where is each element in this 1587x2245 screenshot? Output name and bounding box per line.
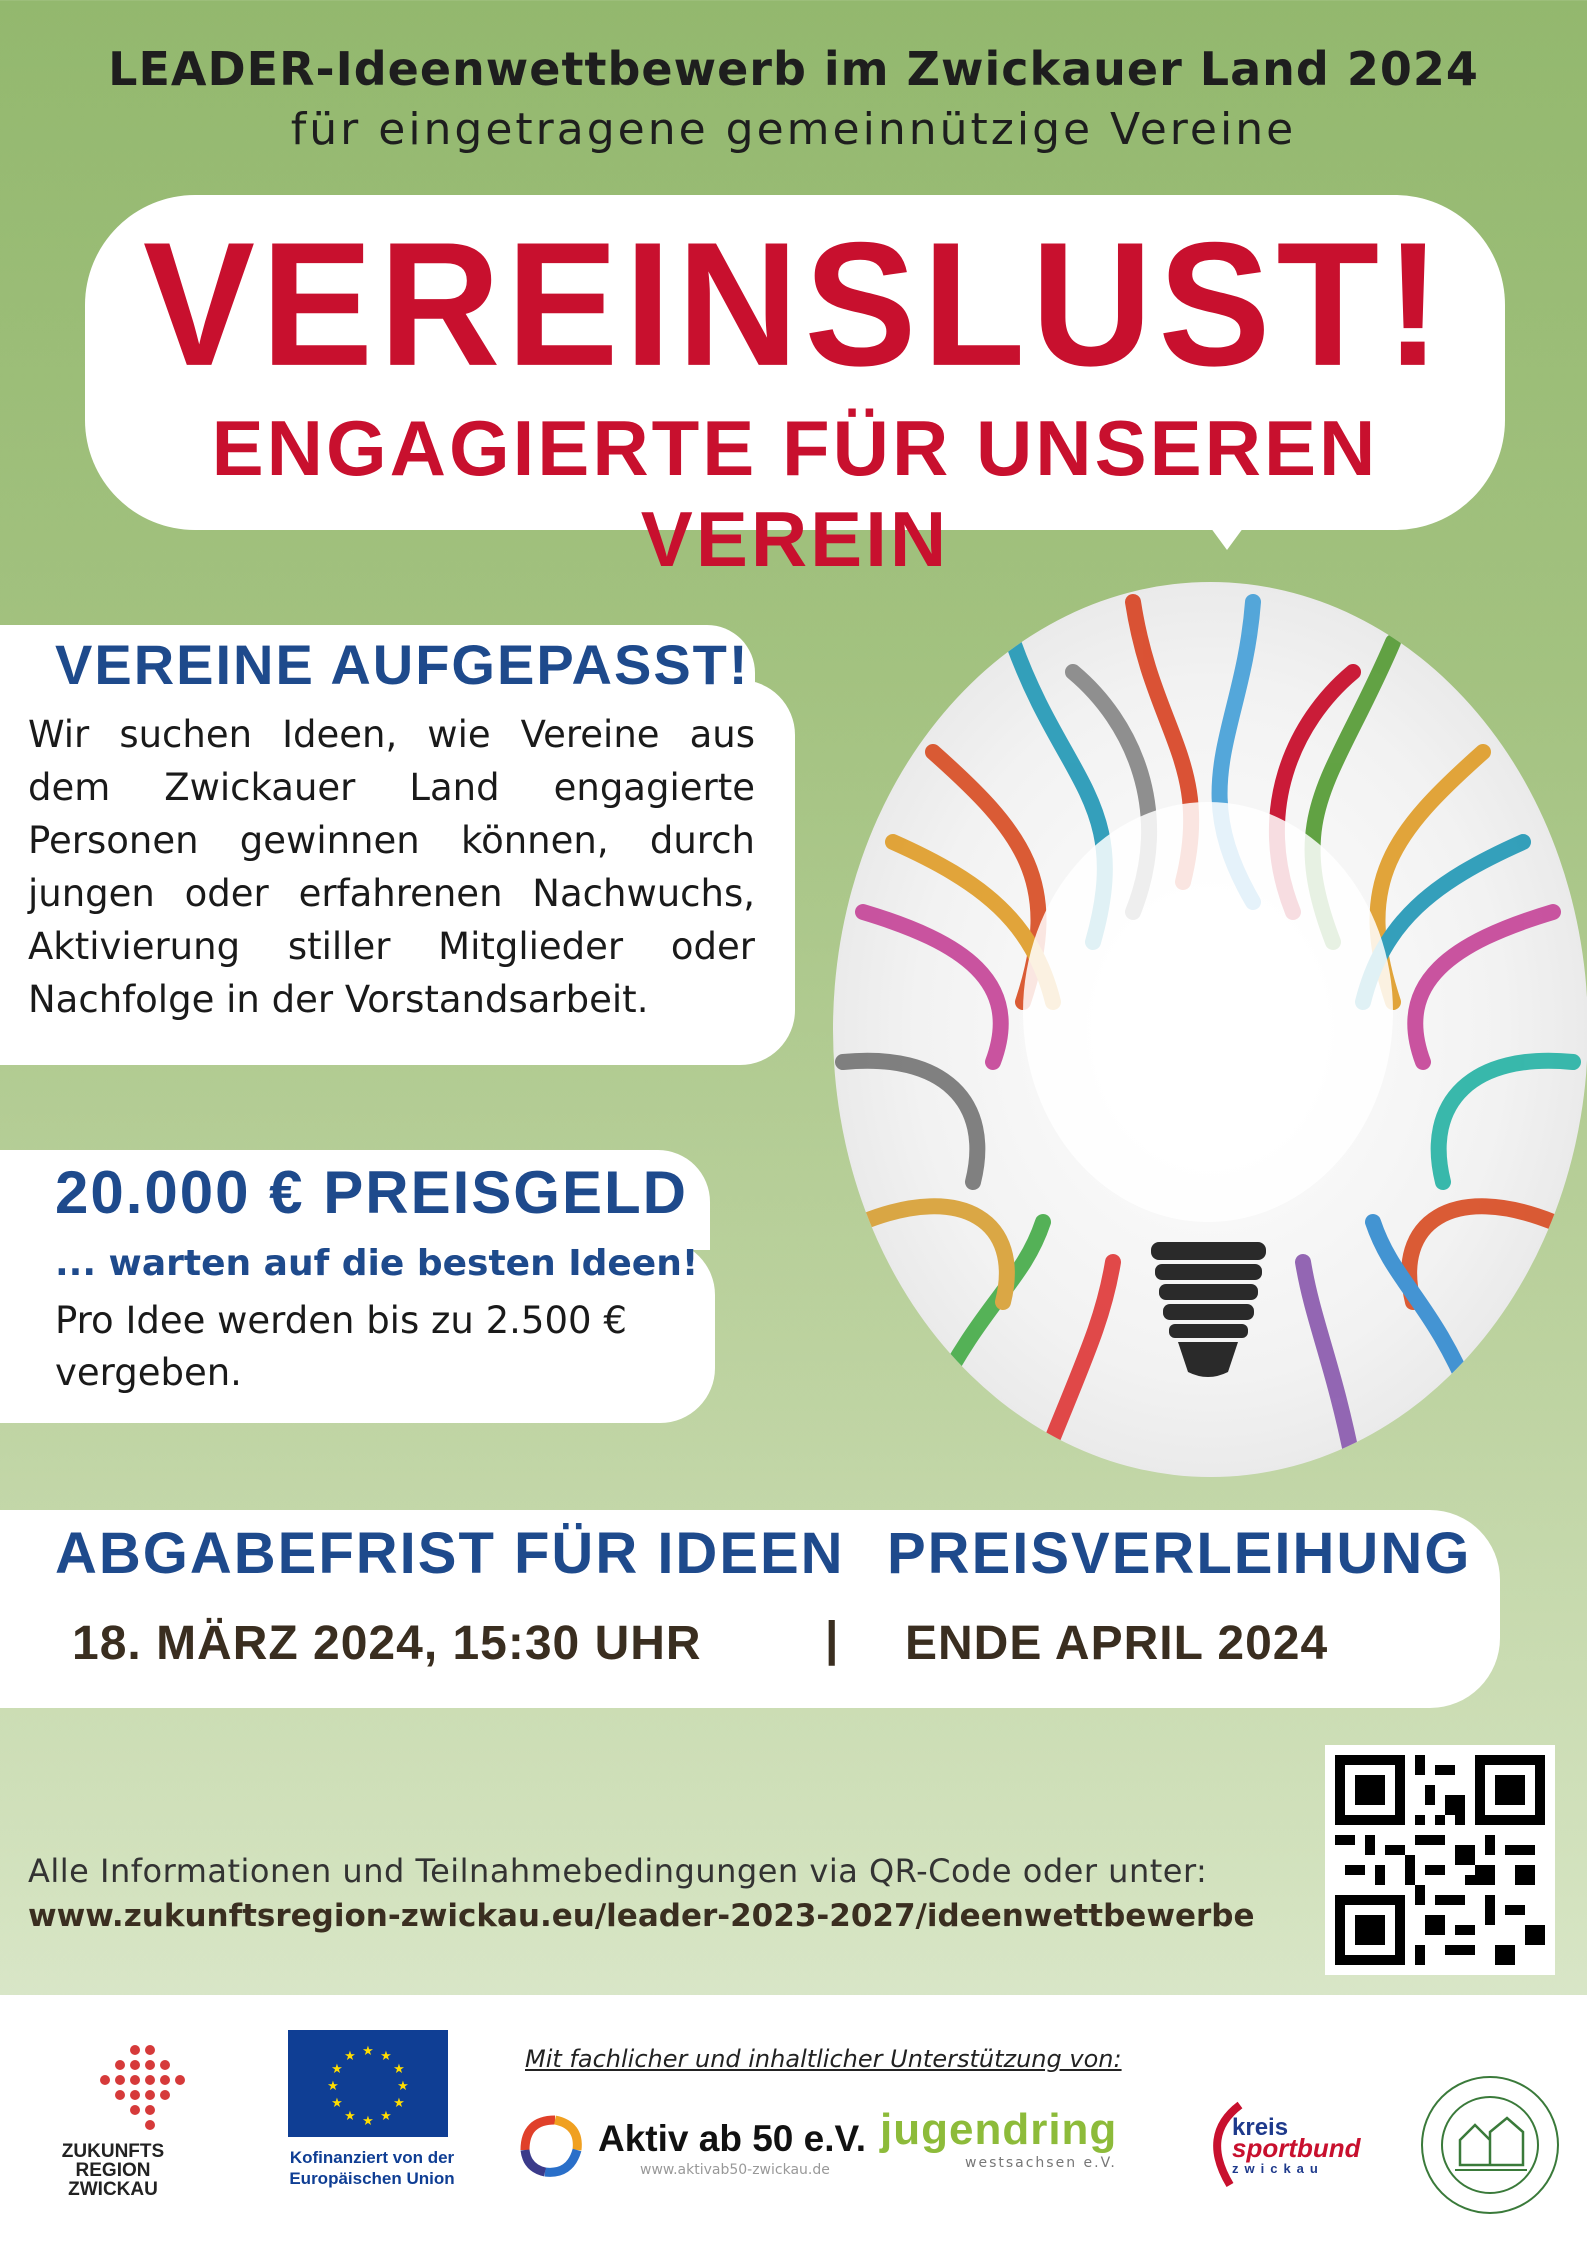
prize-heading: 20.000 € PREISGELD: [55, 1159, 688, 1226]
zrz-logo-text: ZUKUNFTS REGION ZWICKAU: [61, 2141, 165, 2200]
svg-text:kreis: kreis: [1232, 2114, 1289, 2141]
eu-caption-line1: Kofinanziert von der: [289, 2148, 455, 2167]
svg-text:★: ★: [344, 2109, 356, 2124]
eu-caption: [272, 2147, 472, 2189]
main-title: VEREINSLUST!: [142, 205, 1448, 403]
jugendring-logo: jugendring: [880, 2105, 1118, 2154]
svg-text:★: ★: [362, 2114, 374, 2129]
aktiv-arrows-icon: [515, 2110, 590, 2180]
award-value: ENDE APRIL 2024: [905, 1617, 1329, 1670]
svg-text:★: ★: [344, 2049, 356, 2064]
section1-heading: VEREINE AUFGEPASST!: [55, 633, 750, 696]
svg-text:★: ★: [362, 2044, 374, 2059]
qr-code-svg: [1335, 1755, 1545, 1965]
header-subtitle: für eingetragene gemeinnützige Vereine: [290, 104, 1297, 155]
eu-stars: [288, 2030, 448, 2137]
svg-text:★: ★: [393, 2062, 405, 2077]
award-label: PREISVERLEIHUNG: [887, 1521, 1472, 1586]
eu-caption-line2: Europäischen Union: [289, 2169, 455, 2188]
deadline-label: ABGABEFRIST FÜR IDEEN: [55, 1521, 845, 1586]
zrz-dots-icon: [40, 2040, 240, 2140]
aktiv-ab-50-logo-icon: [515, 2110, 590, 2184]
header-title: LEADER-Ideenwettbewerb im Zwickauer Land 2024: [108, 42, 1479, 96]
svg-text:zwickau: zwickau: [1232, 2161, 1324, 2176]
jugendring-sub: westsachsen e.V.: [965, 2155, 1117, 2171]
svg-text:★: ★: [393, 2096, 405, 2111]
support-text: Mit fachlicher und inhaltlicher Unterstützung von:: [525, 2045, 1122, 2073]
main-subtitle: ENGAGIERTE FÜR UNSEREN VEREIN: [211, 404, 1379, 583]
aktiv-ab-50-name: Aktiv ab 50 e.V.: [598, 2118, 867, 2159]
svg-text:sportbund: sportbund: [1232, 2133, 1361, 2163]
info-text: Alle Informationen und Teilnahmebedingungen via QR-Code oder unter:: [28, 1852, 1208, 1890]
svg-text:★: ★: [397, 2079, 409, 2094]
svg-text:★: ★: [380, 2049, 392, 2064]
kuratorium-seal: [1415, 2070, 1565, 2220]
kreissportbund-logo-icon: [1200, 2095, 1400, 2199]
kreissportbund-mark: [1200, 2095, 1400, 2195]
svg-text:★: ★: [380, 2109, 392, 2124]
deadline-value: 18. MÄRZ 2024, 15:30 UHR: [72, 1617, 702, 1670]
lightbulb-rope-svg: [833, 582, 1587, 1477]
info-url-link[interactable]: www.zukunftsregion-zwickau.eu/leader-2023-2027/ideenwettbewerbe: [28, 1898, 1255, 1934]
svg-text:★: ★: [331, 2096, 343, 2111]
svg-text:★: ★: [331, 2062, 343, 2077]
qr-code-icon[interactable]: [1325, 1745, 1555, 1975]
landeskuratorium-seal-icon: [1415, 2070, 1565, 2224]
aktiv-ab-50-url: www.aktivab50-zwickau.de: [640, 2162, 830, 2178]
eu-flag-icon: [288, 2030, 448, 2137]
dates-separator: |: [825, 1613, 840, 1666]
svg-text:★: ★: [327, 2079, 339, 2094]
section1-text: Wir suchen Ideen, wie Vereine aus dem Zwickauer Land engagierte Personen gewinnen können, durch jungen oder erfahrenen Nachwuchs, Aktivierung stiller Mitglieder oder Nachfolge in der Vorstandsarbeit.: [28, 713, 755, 1021]
prize-text: Pro Idee werden bis zu 2.500 € vergeben.: [55, 1299, 627, 1394]
prize-subheading: ... warten auf die besten Ideen!: [55, 1243, 699, 1284]
lightbulb-rope-illustration: [833, 582, 1587, 1477]
